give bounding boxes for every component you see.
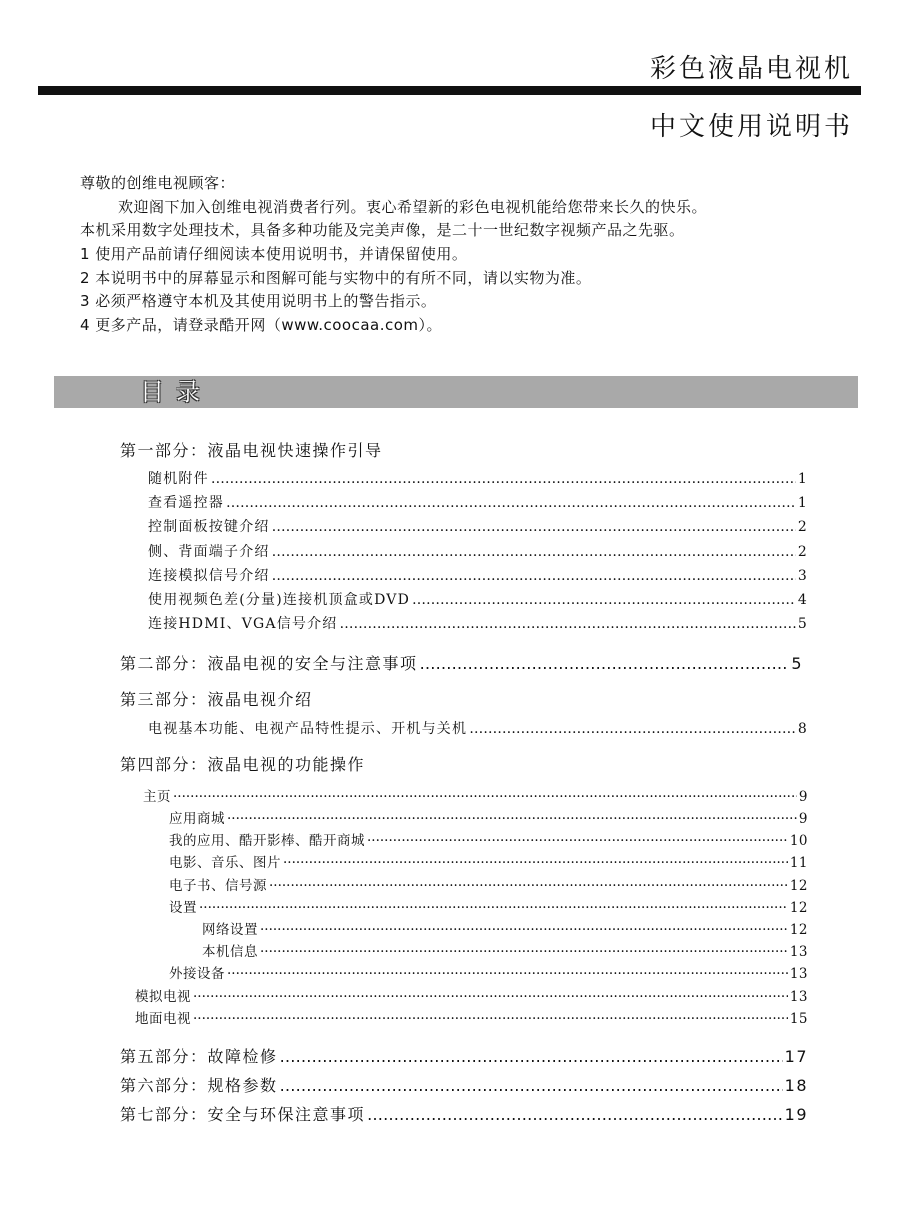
toc-part-page: 17: [784, 1047, 808, 1066]
toc-leader: [367, 1105, 783, 1124]
toc-part-2[interactable]: [120, 651, 803, 674]
toc-leader: [272, 519, 796, 535]
toc-entry[interactable]: [148, 468, 808, 488]
toc-entry-label: 地面电视: [135, 1011, 191, 1027]
toc-entry-page: 15: [789, 1011, 808, 1027]
toc-entry-label: 连接HDMI、VGA信号介绍: [148, 616, 338, 632]
document-title: 彩色液晶电视机: [649, 54, 853, 84]
intro-note-3: 3 必须严格遵守本机及其使用说明书上的警告指示。: [80, 292, 437, 311]
toc-entry-page: 12: [789, 900, 808, 916]
toc-entry-label: 侧、背面端子介绍: [148, 544, 270, 560]
toc-part-title: 第二部分：液晶电视的安全与注意事项: [120, 654, 418, 673]
toc-entry-page: 8: [797, 721, 808, 737]
toc-entry-label: 查看遥控器: [148, 495, 224, 511]
toc-part-6[interactable]: [120, 1073, 808, 1096]
toc-leader: [227, 966, 788, 982]
toc-leader: [226, 495, 796, 511]
intro-note-1: 1 使用产品前请仔细阅读本使用说明书，并请保留使用。: [80, 245, 468, 264]
toc-entry-page: 2: [797, 544, 808, 560]
intro-section: [80, 172, 870, 338]
toc-entry[interactable]: [169, 874, 808, 894]
toc-entry[interactable]: [135, 1007, 808, 1027]
toc-leader: [280, 1047, 783, 1066]
toc-entry-page: 10: [789, 833, 808, 849]
toc-part-1[interactable]: [120, 438, 820, 461]
toc-entry-label: 控制面板按键介绍: [148, 519, 270, 535]
toc-entry-page: 12: [789, 878, 808, 894]
toc-entry-label: 外接设备: [169, 966, 225, 982]
toc-entry-page: 13: [789, 989, 808, 1005]
toc-leader: [173, 789, 797, 805]
intro-tech: 本机采用数字处理技术，具备多种功能及完美声像，是二十一世纪数字视频产品之先驱。: [80, 221, 685, 240]
toc-leader: [367, 833, 788, 849]
toc-leader: [280, 1076, 783, 1095]
toc-entry-page: 1: [797, 471, 808, 487]
intro-note-4: 4 更多产品，请登录酷开网（www.coocaa.com）。: [80, 316, 443, 335]
toc-leader: [199, 900, 788, 916]
intro-welcome: 欢迎阁下加入创维电视消费者行列。衷心希望新的彩色电视机能给您带来长久的快乐。: [118, 197, 708, 216]
toc-entry-page: 11: [789, 855, 808, 871]
toc-leader: [340, 616, 796, 632]
header-divider: [38, 86, 861, 95]
toc-leader: [193, 989, 788, 1005]
toc-entry-label: 使用视频色差(分量)连接机顶盒或DVD: [148, 592, 411, 608]
intro-note-2: 2 本说明书中的屏幕显示和图解可能与实物中的有所不同，请以实物为准。: [80, 268, 592, 287]
toc-entry-label: 设置: [169, 900, 197, 916]
toc-part-page: 18: [784, 1076, 808, 1095]
toc-part-title: 第三部分：液晶电视介绍: [120, 690, 313, 709]
toc-entry[interactable]: [148, 589, 808, 609]
toc-leader: [420, 654, 790, 673]
toc-leader: [469, 721, 796, 737]
toc-entry-label: 网络设置: [202, 922, 258, 938]
toc-part-3[interactable]: [120, 687, 820, 710]
toc-entry[interactable]: [148, 718, 808, 738]
toc-entry[interactable]: [202, 940, 808, 960]
toc-leader: [269, 878, 788, 894]
toc-leader: [260, 944, 788, 960]
toc-leader: [260, 922, 788, 938]
toc-entry[interactable]: [148, 565, 808, 585]
toc-entry[interactable]: [135, 985, 808, 1005]
toc-entry[interactable]: [169, 829, 808, 849]
toc-heading: 目录: [140, 378, 212, 406]
toc-entry[interactable]: [169, 896, 808, 916]
toc-entry[interactable]: [169, 807, 808, 827]
toc-entry-page: 1: [797, 495, 808, 511]
toc-entry[interactable]: [143, 785, 808, 805]
toc-heading-bar: [54, 376, 858, 408]
toc-entry-page: 9: [798, 811, 808, 827]
toc-entry-page: 13: [789, 966, 808, 982]
toc-part-page: 5: [791, 654, 803, 673]
document-subtitle: 中文使用说明书: [649, 112, 853, 142]
toc-part-title: 第四部分：液晶电视的功能操作: [120, 755, 366, 774]
toc-entry-label: 连接模拟信号介绍: [148, 568, 270, 584]
toc-entry-page: 3: [797, 568, 808, 584]
toc-leader: [412, 592, 796, 608]
toc-entry-label: 本机信息: [202, 944, 258, 960]
toc-leader: [272, 544, 796, 560]
toc-entry-page: 13: [789, 944, 808, 960]
toc-leader: [211, 471, 796, 487]
toc-entry[interactable]: [169, 962, 808, 982]
toc-entry-label: 电影、音乐、图片: [169, 855, 281, 871]
toc-entry-page: 9: [798, 789, 808, 805]
toc-entry[interactable]: [202, 918, 808, 938]
toc-leader: [272, 568, 796, 584]
intro-greeting: 尊敬的创维电视顾客：: [80, 174, 236, 192]
toc-part-7[interactable]: [120, 1102, 808, 1125]
toc-leader: [227, 811, 797, 827]
toc-entry-page: 12: [789, 922, 808, 938]
toc-part-4[interactable]: [120, 752, 820, 775]
toc-leader: [283, 855, 788, 871]
toc-entry-label: 随机附件: [148, 471, 209, 487]
toc-leader: [193, 1011, 788, 1027]
toc-entry-label: 电子书、信号源: [169, 878, 267, 894]
toc-entry[interactable]: [148, 541, 808, 561]
toc-entry-label: 我的应用、酷开影棒、酷开商城: [169, 833, 365, 849]
toc-entry-label: 电视基本功能、电视产品特性提示、开机与关机: [148, 721, 468, 737]
toc-part-5[interactable]: [120, 1044, 808, 1067]
toc-entry-label: 模拟电视: [135, 989, 191, 1005]
toc-part-title: 第一部分：液晶电视快速操作引导: [120, 441, 383, 460]
toc-entry[interactable]: [148, 613, 808, 633]
toc-entry-page: 5: [797, 616, 808, 632]
toc-part-title: 第六部分：规格参数: [120, 1076, 278, 1095]
toc-entry[interactable]: [148, 516, 808, 536]
toc-entry[interactable]: [169, 851, 808, 871]
toc-part-title: 第五部分：故障检修: [120, 1047, 278, 1066]
toc-entry-page: 2: [797, 519, 808, 535]
toc-entry-page: 4: [797, 592, 808, 608]
toc-part-title: 第七部分：安全与环保注意事项: [120, 1105, 366, 1124]
toc-entry-label: 应用商城: [169, 811, 225, 827]
toc-entry-label: 主页: [143, 789, 171, 805]
toc-part-page: 19: [784, 1105, 808, 1124]
toc-entry[interactable]: [148, 492, 808, 512]
